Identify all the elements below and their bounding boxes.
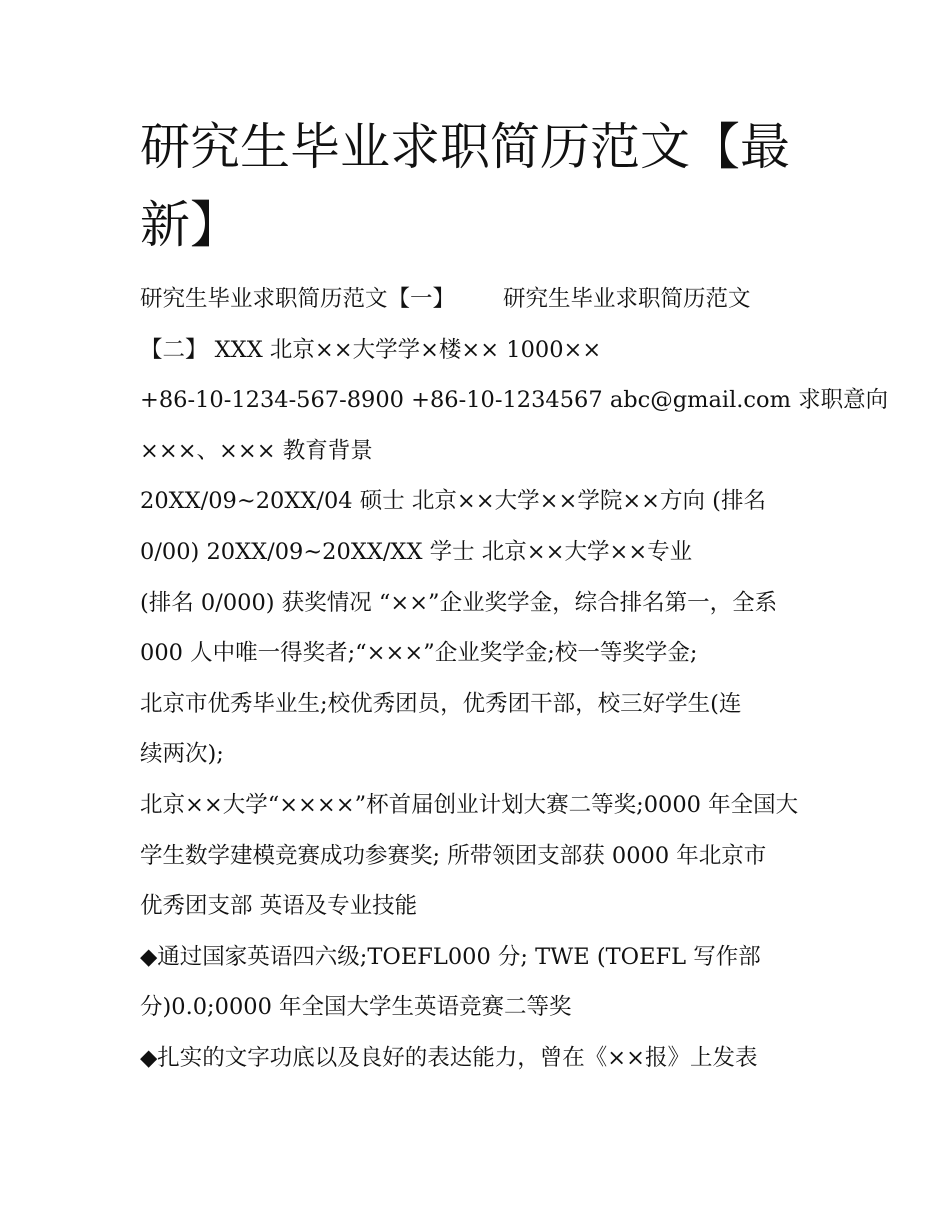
body-line-15: 分)0.0;0000 年全国大学生英语竞赛二等奖 bbox=[140, 994, 572, 1021]
body-line-6: 0/00) 20XX/09~20XX/XX 学士 北京××大学××专业 bbox=[140, 538, 693, 565]
body-line-4: ×××、××× 教育背景 bbox=[140, 437, 373, 464]
body-line-12: 学生数学建模竞赛成功参赛奖; 所带领团支部获 0000 年北京市 bbox=[140, 842, 767, 869]
section-heading-1: 研究生毕业求职简历范文【一】 bbox=[140, 286, 456, 312]
body-line-13: 优秀团支部 英语及专业技能 bbox=[140, 893, 418, 920]
body-line-11: 北京××大学“××××”杯首届创业计划大赛二等奖;0000 年全国大 bbox=[140, 791, 799, 818]
body-line-8: 000 人中唯一得奖者;“×××”企业奖学金;校一等奖学金; bbox=[140, 640, 698, 667]
body-line-3: +86-10-1234-567-8900 +86-10-1234567 abc@gmail.com 求职意向 bbox=[140, 387, 889, 414]
body-line-14: ◆通过国家英语四六级;TOEFL000 分; TWE (TOEFL 写作部 bbox=[140, 943, 761, 970]
body-line-9: 北京市优秀毕业生;校优秀团员，优秀团干部，校三好学生(连 bbox=[140, 690, 742, 717]
body-line-1 bbox=[140, 274, 820, 325]
body-line-2: 【二】 XXX 北京××大学学×楼×× 1000×× bbox=[140, 336, 602, 363]
document-title: 研究生毕业求职简历范文【最新】 bbox=[140, 118, 790, 254]
section-heading-2: 研究生毕业求职简历范文 bbox=[503, 286, 751, 312]
document-body bbox=[140, 274, 889, 1084]
body-line-7: (排名 0/000) 获奖情况 “××”企业奖学金，综合排名第一，全系 bbox=[140, 589, 778, 616]
body-line-16: ◆扎实的文字功底以及良好的表达能力，曾在《××报》上发表 bbox=[140, 1044, 758, 1071]
body-line-10: 续两次); bbox=[140, 741, 224, 768]
body-line-5: 20XX/09~20XX/04 硕士 北京××大学××学院××方向 (排名 bbox=[140, 488, 766, 515]
